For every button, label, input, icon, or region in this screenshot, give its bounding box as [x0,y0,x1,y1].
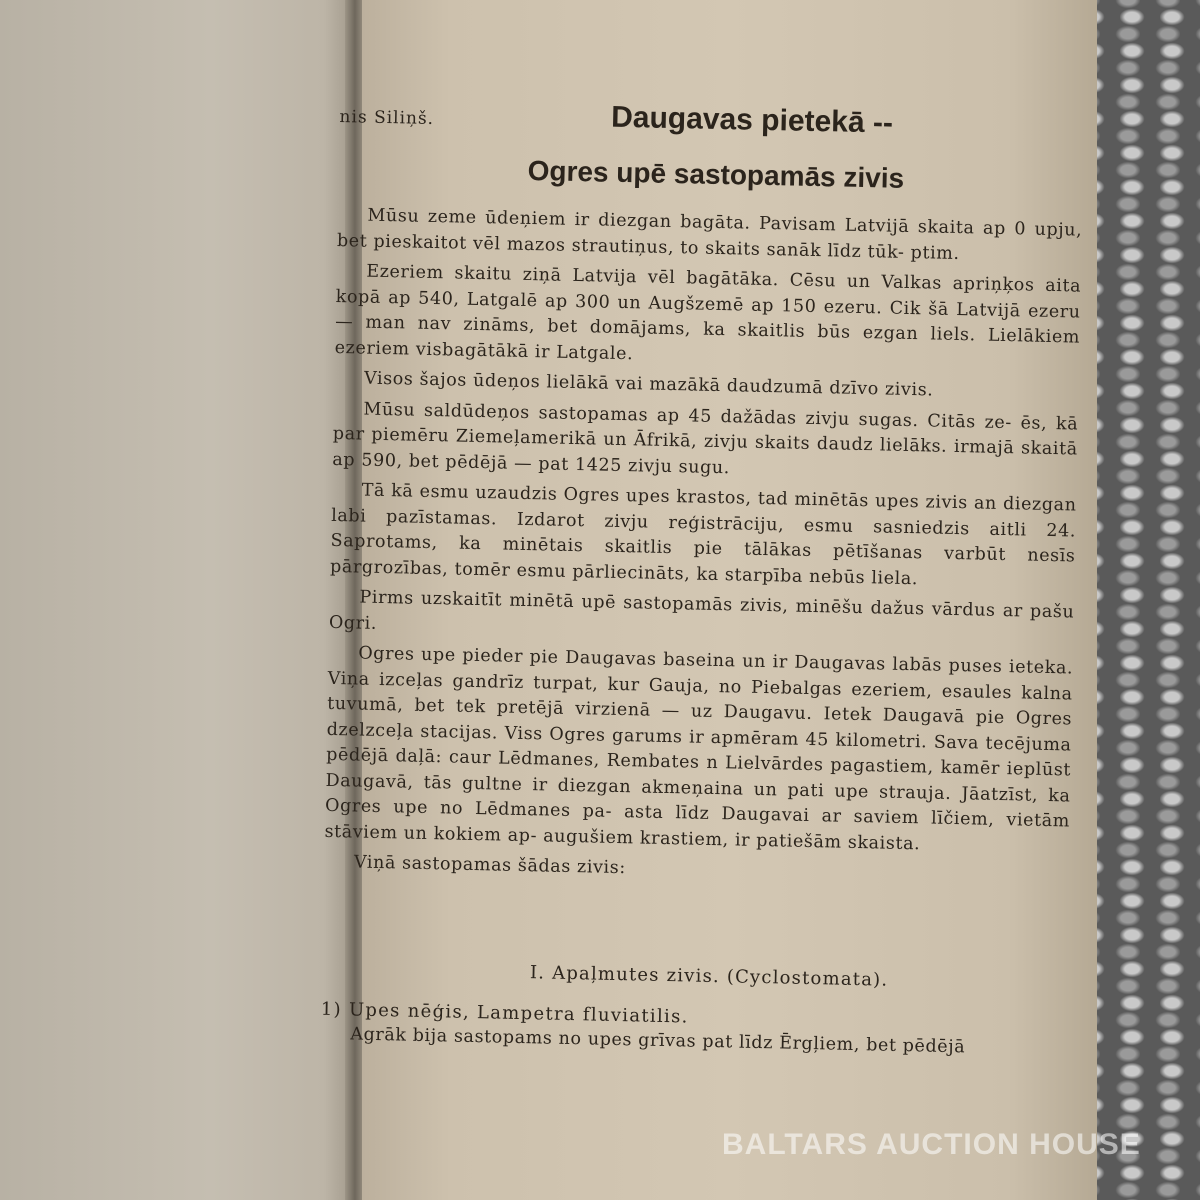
auction-house-watermark: BALTARS AUCTION HOUSE [722,1128,1141,1161]
page-text-block [320,95,1085,1059]
paragraph: Mūsu zeme ūdeņiem ir diezgan bagāta. Pavisam Latvijā skaita ap 0 upju, bet pieskaitot vēl mazos strautiņus, to skaits sanāk līdz tūk- ptim. [336,205,1083,264]
species-item: 1) Upes nēģis, Lampetra fluviatilis. [320,998,689,1028]
section-heading: I. Apaļmutes zivis. (Cyclostomata). [529,961,889,991]
paragraph: Visos šajos ūdeņos lielākā vai mazākā daudzumā dzīvo zivis. [363,368,934,401]
author-name: nis Siliņš. [339,106,435,129]
paragraph: Tā kā esmu uzaudzis Ogres upes krastos, tad minētās upes zivis an diezgan labi pazīstamas. Izdarot zivju reģistrāciju, esmu sasniedzis aitli 24. Saprotams, ka minētais skaitlis pie tālākas pētīšanas varbūt nesīs pārgrozības, tomēr esmu pārliecināts, ka starpība nebūs liela. [329,480,1077,589]
paragraph: Viņā sastopamas šādas zivis: [353,852,627,879]
paragraph: Ogres upe pieder pie Daugavas baseina un ir Daugavas labās puses ieteka. Viņa izceļas gandrīz turpat, kur Gauja, no Piebalgas ezeriem, esaules kalna tuvumā, bet tek pretējā virzienā — uz Daugavu. Ietek Daugavā pie Ogres dzelzceļa stacijas. Viss Ogres garums ir apmēram 45 kilometri. Sava tecējuma pēdējā daļā: caur Lēdmanes, Rembates n Lielvārdes pagastiem, kamēr ieplūst Daugavā, tās gultne ir diezgan akmeņaina un pati upe strauja. Jāatzīst, ka Ogres upe no Lēdmanes pa- asta līdz Daugavai ar saviem līčiem, vietām stāviem un kokiem ap- augušiem krastiem, ir patiešām skaista. [324,643,1074,854]
paragraph-continuation: Agrāk bija sastopams no upes grīvas pat līdz Ērgļiem, bet pēdējā [350,1023,966,1057]
knitted-blanket-background [1080,0,1200,1200]
paragraph: Mūsu saldūdeņos sastopamas ap 45 dažādas zivju sugas. Citās ze- ēs, kā par piemēru Ziemeļamerikā un Āfrikā, zivju skaits daudz lielāks. irmajā skaitā ap 590, bet pēdējā — pat 1425 zivju sugu. [332,399,1079,478]
right-page [320,0,1097,1200]
article-body [324,203,1083,891]
paragraph: Pirms uzskaitīt minētā upē sastopamās zivis, minēšu dažus vārdus ar pašu Ogri. [328,587,1075,634]
left-page-blank [0,0,352,1200]
paragraph: Ezeriem skaitu ziņā Latvija vēl bagātāka. Cēsu un Valkas apriņķos aita kopā ap 540, Latgalē ap 300 un Augšzemē ap 150 ezeru. Cik šā Latvijā ezeru — man nav zināms, bet domājams, ka skaitlis būs ezgan liels. Lielākiem ezeriem visbagātākā ir Latgale. [334,261,1082,364]
article-title-line-1: Daugavas pietekā -- [610,100,894,140]
article-title-line-2: Ogres upē sastopamās zivis [527,154,905,194]
